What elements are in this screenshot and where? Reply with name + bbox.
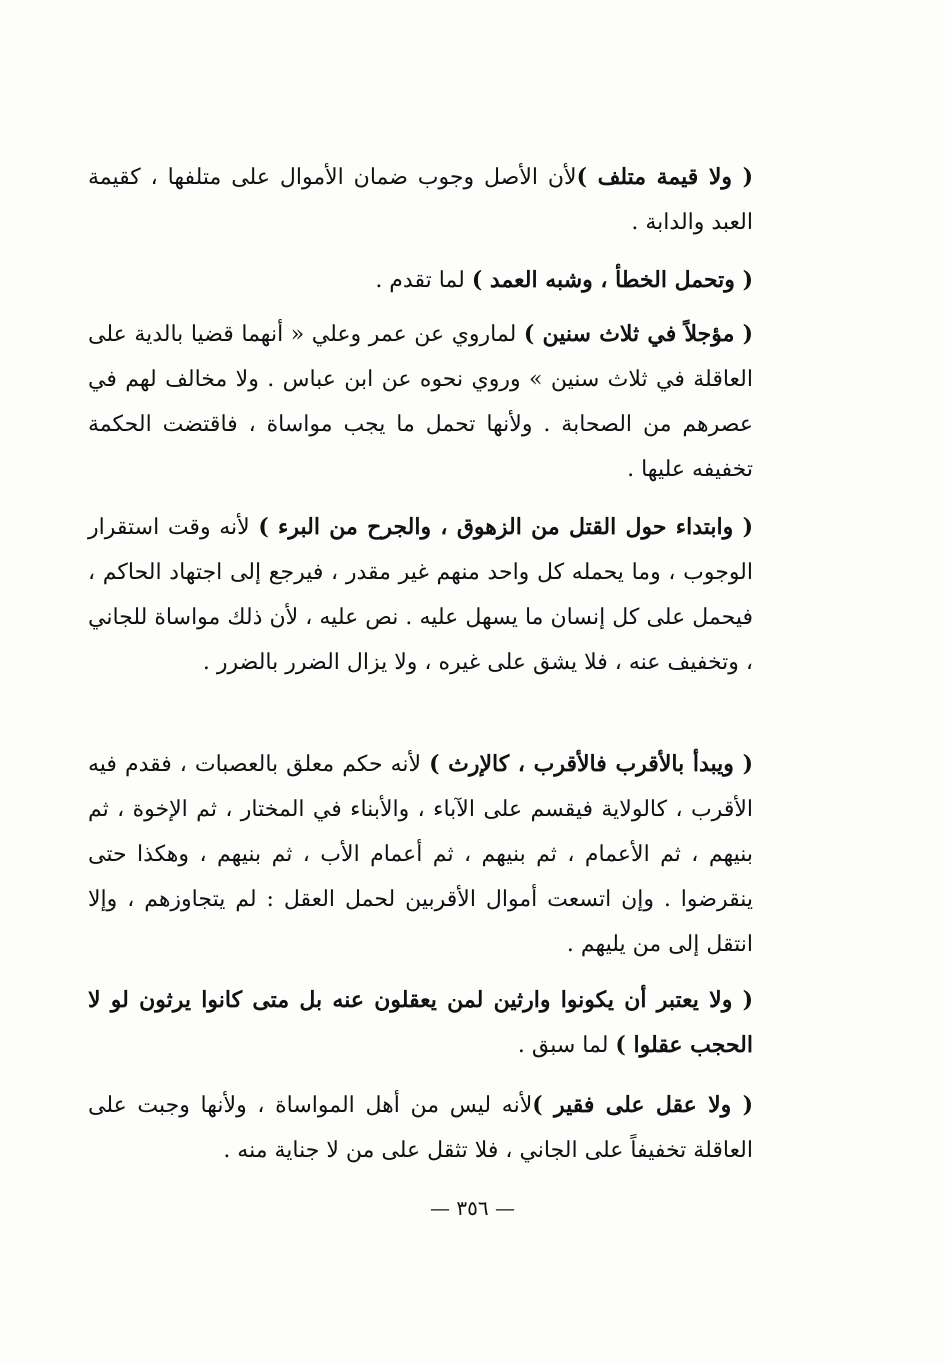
paragraph-4 [88,505,753,685]
paragraph-heading: ( وابتداء حول القتل من الزهوق ، والجرح من البرء ) [258,514,753,540]
paragraph-heading: ( مؤجلاً في ثلاث سنين ) [523,321,754,347]
paragraph-6 [88,978,753,1068]
paragraph-body: لماروي عن عمر وعلي « أنهما قضيا بالدية على العاقلة في ثلاث سنين » وروي نحوه عن ابن عباس . ولا مخالف لهم في عصرهم من الصحابة . ولأنها تحمل ما يجب مواساة ، فاقتضت الحكمة تخفيفه عليها . [88,322,753,482]
paragraph-heading: ( وتحمل الخطأ ، وشبه العمد ) [471,267,753,293]
page-number: — ٣٥٦ — [430,1196,515,1220]
paragraph-heading: ( ولا عقل على فقير ) [532,1092,753,1118]
paragraph-1 [88,155,753,245]
paragraph-body: لأنه وقت استقرار الوجوب ، وما يحمله كل واحد منهم غير مقدر ، فيرجع إلى اجتهاد الحاكم ، فيحمل على كل إنسان ما يسهل عليه . نص عليه ، لأن ذلك مواساة للجاني ، وتخفيف عنه ، فلا يشق على غيره ، ولا يزال الضرر بالضرر . [88,515,753,675]
paragraph-3 [88,312,753,492]
paragraph-7 [88,1083,753,1173]
paragraph-heading: ( ولا يعتبر أن يكونوا وارثين لمن يعقلون عنه بل متى كانوا يرثون لو لا الحجب عقلوا ) [88,987,753,1058]
paragraph-heading: ( ولا قيمة متلف ) [576,164,753,190]
paragraph-heading: ( ويبدأ بالأقرب فالأقرب ، كالإرث ) [429,751,753,777]
paragraph-body: لما تقدم . [375,268,472,293]
paragraph-body: لأنه ليس من أهل المواساة ، ولأنها وجبت على العاقلة تخفيفاً على الجاني ، فلا تثقل على من لا جناية منه . [88,1093,753,1163]
paragraph-2 [88,258,753,303]
paragraph-body: لما سبق . [517,1033,616,1058]
paragraph-5 [88,742,753,967]
paragraph-body: لأن الأصل وجوب ضمان الأموال على متلفها ، كقيمة العبد والدابة . [88,165,753,235]
paragraph-body: لأنه حكم معلق بالعصبات ، فقدم فيه الأقرب ، كالولاية فيقسم على الآباء ، والأبناء في المختار ، ثم الإخوة ، ثم بنيهم ، ثم الأعمام ، ثم بنيهم ، ثم أعمام الأب ، ثم بنيهم ، وهكذا حتى ينقرضوا . وإن اتسعت أموال الأقربين لحمل العقل : لم يتجاوزهم ، وإلا انتقل إلى من يليهم . [88,752,753,957]
